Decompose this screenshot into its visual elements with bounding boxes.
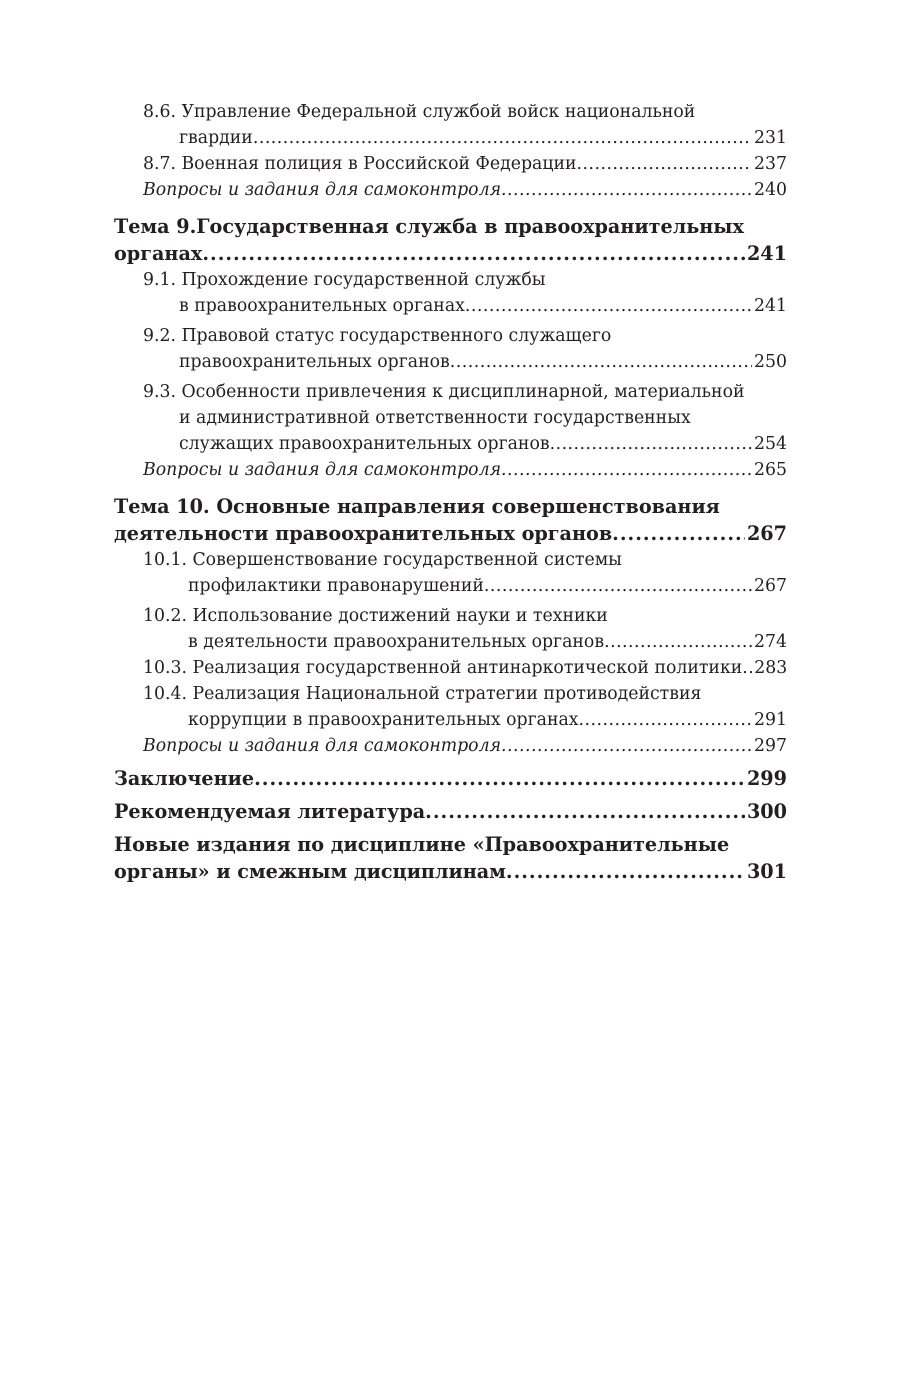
- page-number: 291: [754, 710, 787, 730]
- page-number: 299: [746, 767, 787, 790]
- table-of-contents: [114, 99, 787, 885]
- toc-entry-text: органы» и смежным дисциплинам: [114, 860, 506, 883]
- toc-entry-text: 9.1. Прохождение государственной службы: [143, 270, 546, 290]
- page-number: 283: [754, 658, 788, 678]
- toc-entry-text: 10.2. Использование достижений науки и техники: [143, 606, 608, 626]
- page-number: 267: [746, 522, 787, 545]
- page-number: 237: [754, 154, 787, 174]
- toc-new-editions[interactable]: [114, 831, 787, 885]
- page-number: 241: [746, 242, 787, 265]
- page-number: 240: [754, 180, 787, 200]
- dot-leader: [254, 765, 745, 792]
- toc-entry-9-3[interactable]: [114, 379, 787, 457]
- dot-leader: [450, 349, 752, 375]
- toc-conclusion[interactable]: [114, 765, 787, 792]
- toc-entry-text: 10.1. Совершенствование государственной системы: [143, 550, 622, 570]
- toc-entry-text: Новые издания по дисциплине «Правоохранительные: [114, 833, 730, 856]
- toc-entry-text: Рекомендуемая литература: [114, 800, 426, 823]
- toc-topic-10[interactable]: [114, 493, 787, 547]
- toc-entry-text: в деятельности правоохранительных органов: [188, 632, 605, 652]
- page-number: 300: [746, 800, 787, 823]
- toc-topic-9[interactable]: [114, 213, 787, 267]
- toc-entry-questions-10[interactable]: [114, 733, 787, 759]
- toc-entry-text: деятельности правоохранительных органов: [114, 522, 613, 545]
- toc-entry-text: профилактики правонарушений: [188, 576, 484, 596]
- toc-entry-questions-8[interactable]: [114, 177, 787, 203]
- page-number: 297: [754, 736, 787, 756]
- page-number: 265: [754, 460, 787, 480]
- dot-leader: [202, 240, 745, 267]
- dot-leader: [501, 733, 752, 759]
- toc-entry-9-1[interactable]: [114, 267, 787, 319]
- toc-entry-text: Вопросы и задания для самоконтроля: [143, 180, 502, 200]
- page-number: 274: [754, 632, 787, 652]
- dot-leader: [484, 573, 752, 599]
- toc-entry-10-1[interactable]: [114, 547, 787, 599]
- toc-entry-text: служащих правоохранительных органов: [179, 434, 550, 454]
- toc-entry-text: 10.3. Реализация государственной антинаркотической политики: [143, 658, 743, 678]
- page-number: 231: [754, 128, 787, 148]
- toc-recommended-literature[interactable]: [114, 798, 787, 825]
- dot-leader: [604, 629, 752, 655]
- dot-leader: [579, 707, 752, 733]
- toc-entry-10-4[interactable]: [114, 681, 787, 733]
- dot-leader: [742, 655, 752, 681]
- dot-leader: [550, 431, 752, 457]
- toc-entry-text: коррупции в правоохранительных органах: [188, 710, 579, 730]
- toc-entry-text: правоохранительных органов: [179, 352, 450, 372]
- page-number: 241: [754, 296, 787, 316]
- toc-entry-text: 8.6. Управление Федеральной службой войск национальной: [143, 102, 696, 122]
- toc-entry-text: в правоохранительных органах: [179, 296, 465, 316]
- toc-entry-10-3[interactable]: [114, 655, 787, 681]
- page-number: 250: [754, 352, 787, 372]
- dot-leader: [253, 125, 752, 151]
- dot-leader: [501, 457, 752, 483]
- toc-entry-10-2[interactable]: [114, 603, 787, 655]
- toc-entry-text: Вопросы и задания для самоконтроля: [143, 460, 502, 480]
- dot-leader: [425, 798, 745, 825]
- toc-entry-text: 10.4. Реализация Национальной стратегии противодействия: [143, 684, 702, 704]
- dot-leader: [465, 293, 752, 319]
- dot-leader: [501, 177, 752, 203]
- toc-entry-8-6[interactable]: [114, 99, 787, 151]
- toc-entry-questions-9[interactable]: [114, 457, 787, 483]
- toc-entry-text: гвардии: [179, 128, 253, 148]
- toc-entry-text: органах: [114, 242, 203, 265]
- toc-entry-8-7[interactable]: [114, 151, 787, 177]
- dot-leader: [506, 858, 745, 885]
- toc-entry-text: и административной ответственности государственных: [179, 408, 691, 428]
- toc-entry-text: Тема 10. Основные направления совершенствования: [114, 495, 720, 518]
- page-number: 267: [754, 576, 787, 596]
- toc-entry-text: Заключение: [114, 767, 255, 790]
- toc-entry-text: 8.7. Военная полиция в Российской Федерации: [143, 154, 577, 174]
- dot-leader: [612, 520, 745, 547]
- page-number: 301: [746, 860, 787, 883]
- toc-entry-text: Тема 9.Государственная служба в правоохранительных: [114, 215, 744, 238]
- dot-leader: [576, 151, 752, 177]
- toc-entry-9-2[interactable]: [114, 323, 787, 375]
- page-number: 254: [754, 434, 787, 454]
- toc-entry-text: Вопросы и задания для самоконтроля: [143, 736, 502, 756]
- toc-entry-text: 9.3. Особенности привлечения к дисциплинарной, материальной: [143, 382, 745, 402]
- toc-entry-text: 9.2. Правовой статус государственного служащего: [143, 326, 612, 346]
